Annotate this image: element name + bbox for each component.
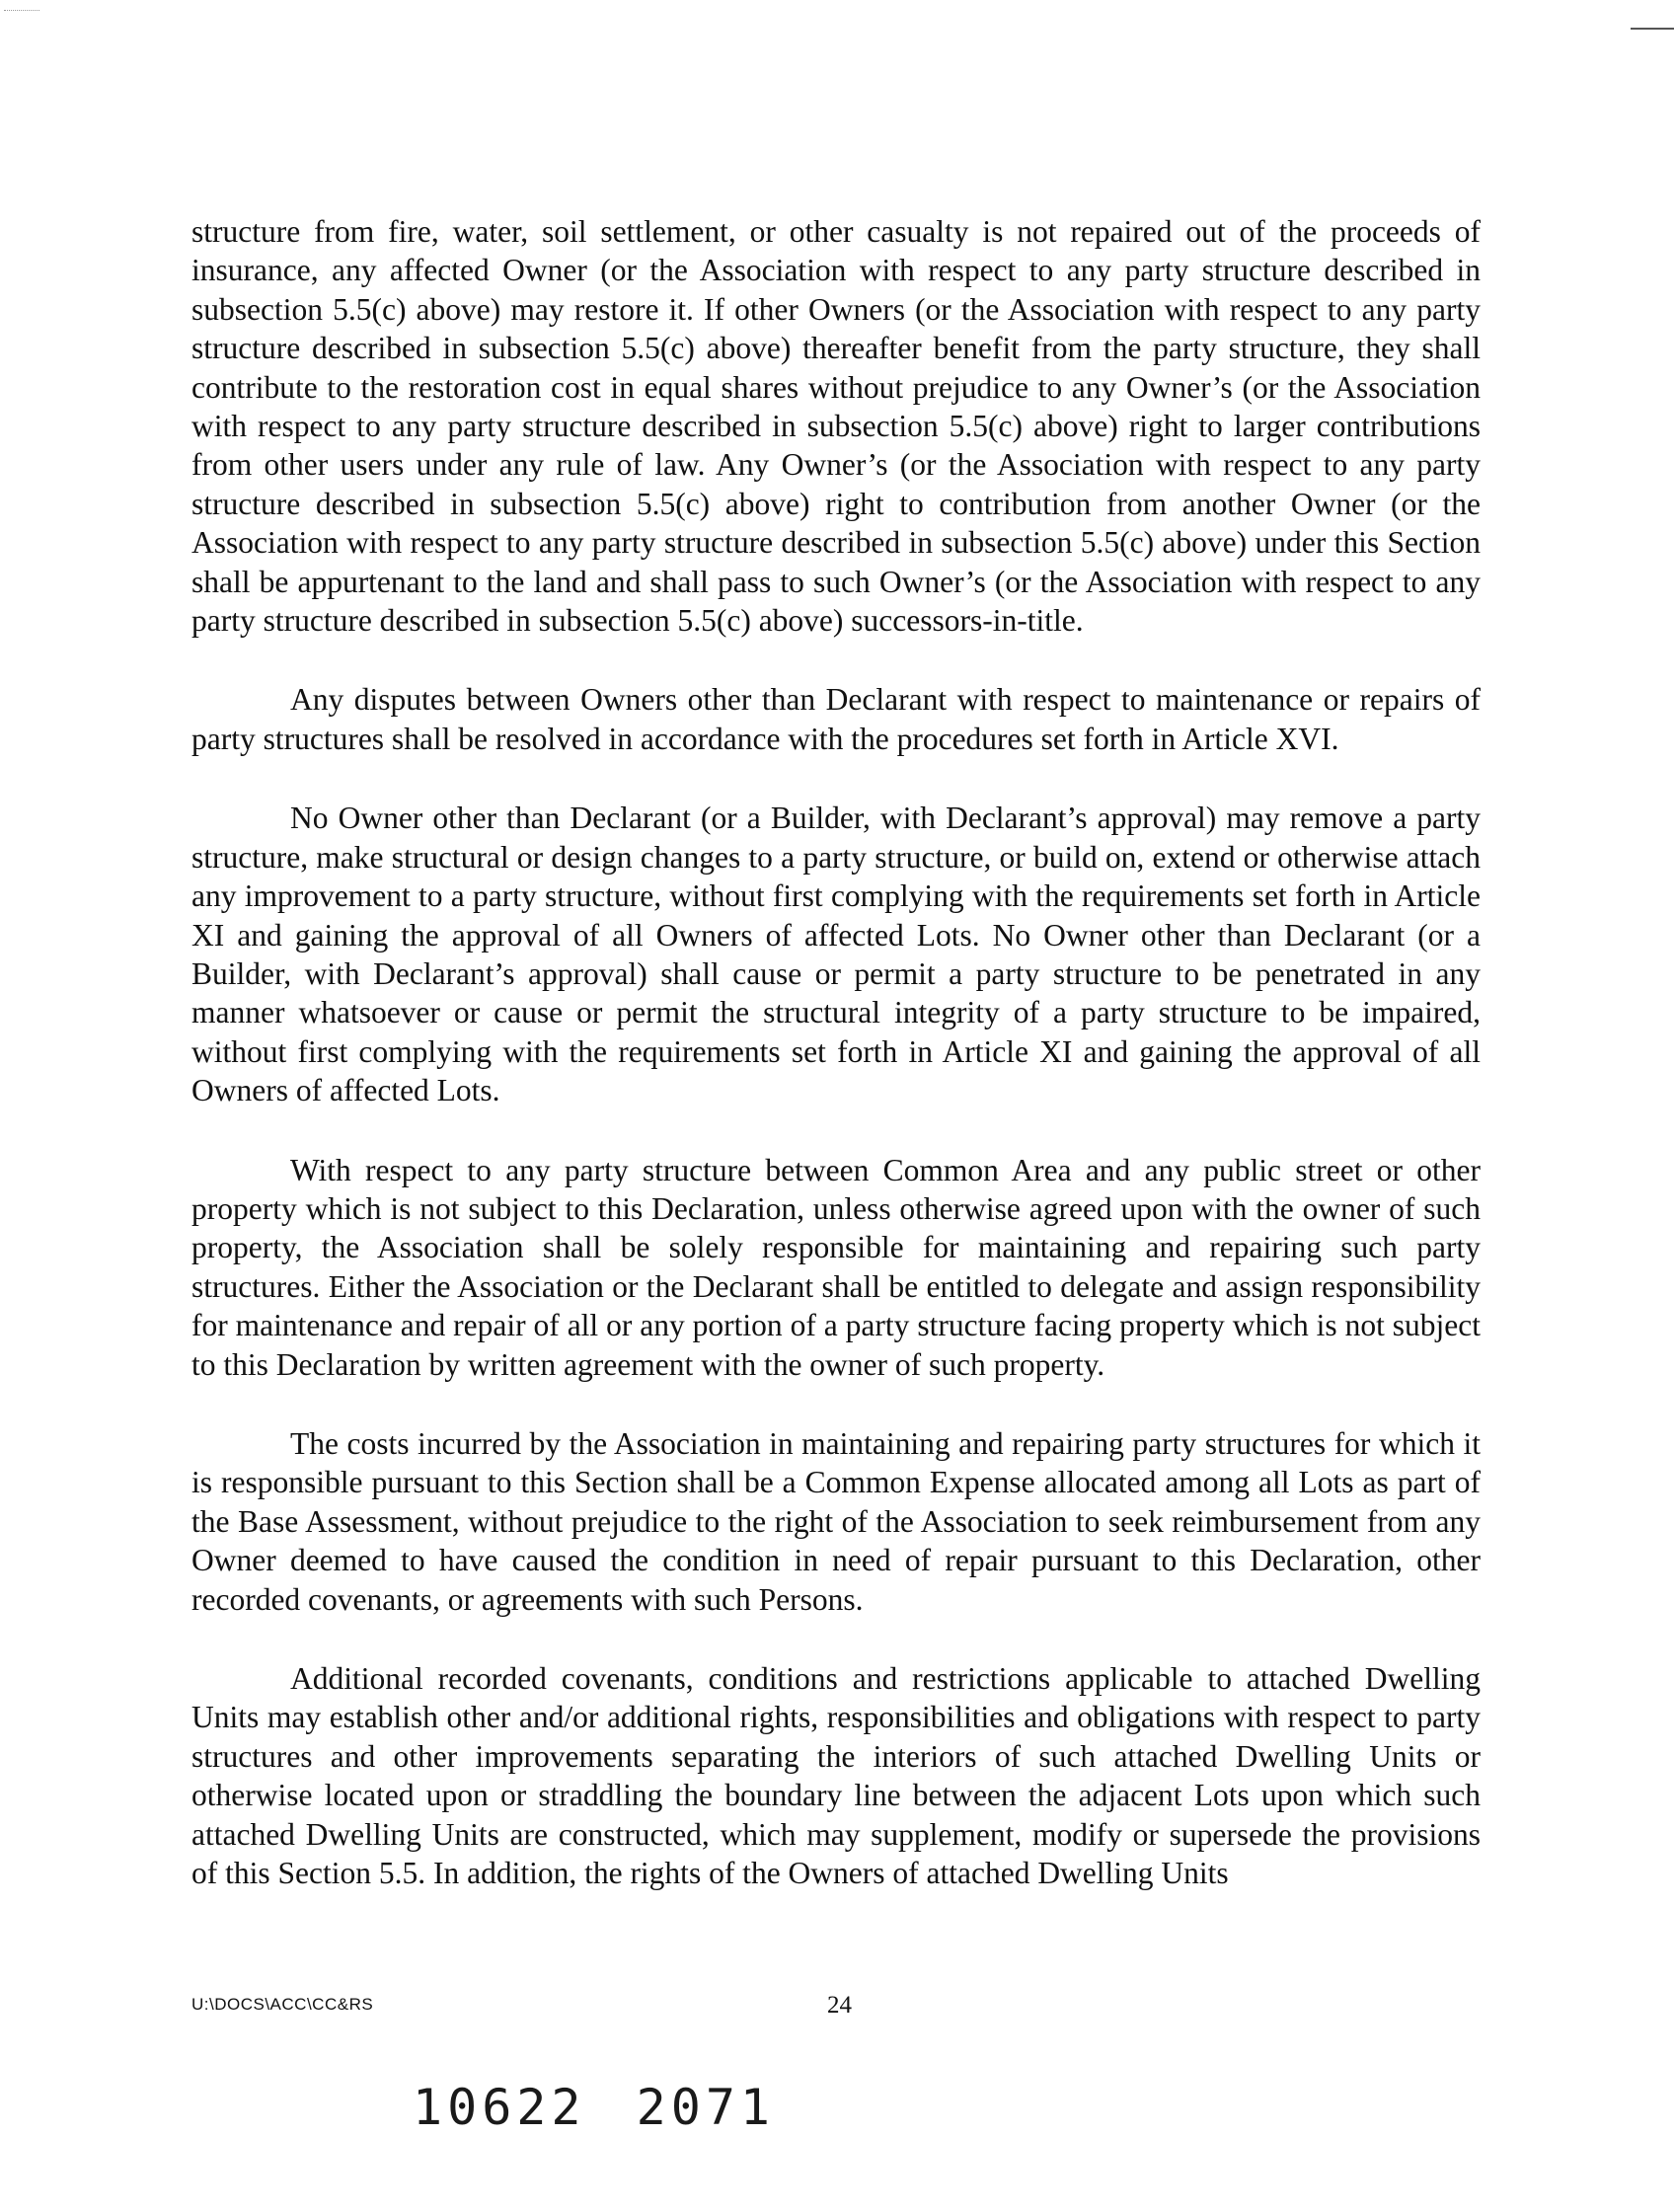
scan-artifact-right: [1631, 28, 1674, 30]
paragraph-additional-covenants: Additional recorded covenants, conditions and restrictions applicable to attached Dwelling Units may establish other and/or additional rights, responsibilities and obligations with respect to party structures and other improvements separating the interiors of such attached Dwelling Units or otherwise located upon or straddling the boundary line between the adjacent Lots upon which such attached Dwelling Units are constructed, which may supplement, modify or supersede the provisions of this Section 5.5. In addition, the rights of the Owners of attached Dwelling Units: [191, 1661, 1481, 1891]
document-body: [191, 212, 1481, 1933]
paragraph-disputes: Any disputes between Owners other than Declarant with respect to maintenance or repairs of party structures shall be resolved in accordance with the procedures set forth in Article XVI.: [191, 682, 1481, 756]
footer-file-path: U:\DOCS\ACC\CC&RS: [191, 1995, 374, 2014]
paragraph-continuation: structure from fire, water, soil settlement, or other casualty is not repaired out of the proceeds of insurance, any affected Owner (or the Association with respect to any party structure described in subsection 5.5(c) above) may restore it. If other Owners (or the Association with respect to any party structure described in subsection 5.5(c) above) thereafter benefit from the party structure, they shall contribute to the restoration cost in equal shares without prejudice to any Owner’s (or the Association with respect to any party structure described in subsection 5.5(c) above) right to larger contributions from other users under any rule of law. Any Owner’s (or the Association with respect to any party structure described in subsection 5.5(c) above) right to contribution from another Owner (or the Association with respect to any party structure described in subsection 5.5(c) above) under this Section shall be appurtenant to the land and shall pass to such Owner’s (or the Association with respect to any party structure described in subsection 5.5(c) above) successors-in-title.: [191, 214, 1481, 639]
paragraph-maintenance-costs: The costs incurred by the Association in maintaining and repairing party structures for which it is responsible pursuant to this Section shall be a Common Expense allocated among all Lots as part of the Base Assessment, without prejudice to the right of the Association to seek reimbursement from any Owner deemed to have caused the condition in need of repair pursuant to this Declaration, other recorded covenants, or agreements with such Persons.: [191, 1425, 1481, 1617]
paragraph-modification-restrictions: No Owner other than Declarant (or a Builder, with Declarant’s approval) may remove a party structure, make structural or design changes to a party structure, or build on, extend or otherwise attach any improvement to a party structure, without first complying with the requirements set forth in Article XI and gaining the approval of all Owners of affected Lots. No Owner other than Declarant (or a Builder, with Declarant’s approval) shall cause or permit a party structure to be penetrated in any manner whatsoever or cause or permit the structural integrity of a party structure to be impaired, without first complying with the requirements set forth in Article XI and gaining the approval of all Owners of affected Lots.: [191, 801, 1481, 1108]
paragraph-common-area-structures: With respect to any party structure between Common Area and any public street or other property which is not subject to this Declaration, unless otherwise agreed upon with the owner of such property, the Association shall be solely responsible for maintaining and repairing such party structures. Either the Association or the Declarant shall be entitled to delegate and assign responsibility for maintenance and repair of all or any portion of a party structure facing property which is not subject to this Declaration by written agreement with the owner of such property.: [191, 1152, 1481, 1382]
recording-stamp-number: 10622 2071: [413, 2079, 776, 2136]
scan-artifact-left: [4, 10, 39, 13]
page-number: 24: [827, 1992, 852, 2019]
